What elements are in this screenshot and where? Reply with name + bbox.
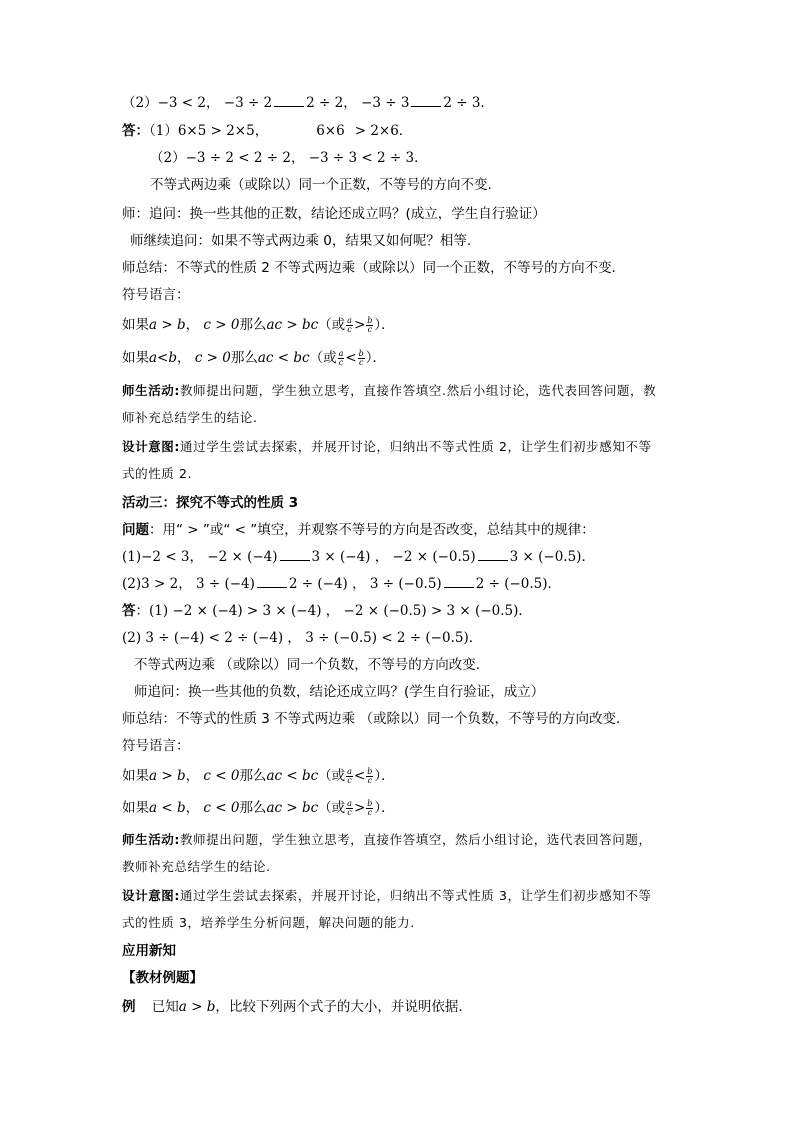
- conclusion-3: 不等式两边乘 （或除以）同一个负数，不等号的方向改变．: [134, 657, 490, 673]
- text-segment: ，: [177, 350, 191, 366]
- design-intent-2: [122, 887, 652, 905]
- answer-3-2: (2) 3 ÷ (−4) < 2 ÷ (−4) ， 3 ÷ (−0.5) < 2 ÷ (−0.5)．: [122, 630, 483, 646]
- answer-line-1: [122, 122, 412, 140]
- problem-label: 问题: [122, 522, 149, 538]
- symbol-language-label: 符号语言：: [122, 287, 190, 303]
- symbol-rule-4: [122, 799, 395, 817]
- exercise-2: [122, 575, 561, 593]
- comparison-sign: <: [345, 350, 357, 366]
- comparison-sign: <: [353, 768, 366, 784]
- math: a<b: [149, 350, 178, 366]
- text-segment: （或: [318, 800, 346, 816]
- text-segment: 那么: [230, 350, 258, 366]
- fraction: $\frac{b}{c}$: [367, 798, 373, 817]
- text-segment: ，: [185, 768, 200, 784]
- teacher-followup: 师：追问：换一些其他的正数，结论还成立吗？(成立，学生自行验证）: [122, 206, 546, 222]
- symbol-rule-3: [122, 767, 395, 785]
- text-segment: 那么: [239, 317, 267, 333]
- intent-label: 设计意图:: [122, 888, 180, 903]
- blank[interactable]: [274, 94, 304, 107]
- design-intent-1: [122, 438, 652, 456]
- text-segment: 如果: [122, 317, 149, 333]
- activity-label: 师生活动:: [122, 383, 180, 398]
- conclusion-text: 不等式两边乘（或除以）同一个正数，不等号的方向不变.: [150, 177, 492, 193]
- fraction: $\frac{b}{c}$: [358, 348, 364, 367]
- symbol-rule-1: [122, 316, 395, 334]
- teacher-followup-3: 师追问：换一些其他的负数，结论还成立吗？(学生自行验证，成立）: [134, 684, 545, 700]
- text-segment: 通过学生尝试去探索，并展开讨论，归纳出不等式性质 3，让学生们初步感知不等: [180, 888, 652, 903]
- teacher-student-activity-2: [122, 831, 652, 849]
- text-segment: 已知: [151, 999, 179, 1015]
- design-intent-2-cont: 式的性质 3，培养学生分析问题，解决问题的能力.: [122, 915, 415, 930]
- text-segment: 3 × (−0.5)．: [509, 549, 595, 565]
- text-segment: 那么: [239, 800, 267, 816]
- math: c > 0: [203, 317, 240, 333]
- teacher-student-activity-2-cont: 教师补充总结学生的结论.: [122, 859, 271, 874]
- exercise-1: [122, 548, 595, 566]
- text-segment: > 2×6．: [354, 123, 413, 139]
- activity-label: 师生活动:: [122, 832, 180, 847]
- example-statement: [122, 998, 472, 1016]
- teacher-followup-2: 师继续追问：如果不等式两边乘 0，结果又如何呢？相等.: [130, 233, 472, 249]
- comparison-sign: >: [353, 800, 366, 816]
- text-segment: 如果: [122, 768, 149, 784]
- text-segment: 6×6: [316, 123, 345, 139]
- fraction: $\frac{b}{c}$: [367, 315, 373, 334]
- text-segment: ，比较下列两个式子的大小，并说明依据．: [215, 999, 472, 1015]
- design-intent-1-cont: 式的性质 2.: [122, 466, 193, 481]
- text-segment: 如果: [122, 350, 149, 366]
- text-segment: 如果: [122, 800, 149, 816]
- math: ac < bc: [266, 768, 319, 784]
- example-label: 例: [122, 999, 136, 1015]
- blank[interactable]: [478, 548, 508, 561]
- problem-statement: [122, 521, 595, 539]
- math: ac < bc: [257, 350, 310, 366]
- math: ac > bc: [266, 317, 319, 333]
- text-segment: 教师提出问题，学生独立思考，直接作答填空，然后小组讨论，选代表回答问题，: [180, 832, 652, 847]
- text-segment: 2 ÷ (−0.5)．: [475, 576, 562, 592]
- text-segment: 那么: [239, 768, 267, 784]
- fraction: $\frac{b}{c}$: [367, 766, 373, 785]
- text-segment: （或: [318, 317, 346, 333]
- text-segment: 2 ÷ 3．: [443, 95, 494, 111]
- answer-3-1: [122, 602, 532, 620]
- text-segment: ，: [185, 317, 200, 333]
- text-segment: ：用“ > ”或“ < ”填空，并观察不等号的方向是否改变，总结其中的规律：: [149, 522, 595, 538]
- text-segment: ）．: [374, 317, 395, 333]
- teacher-summary-3: 师总结：不等式的性质 3 不等式两边乘 （或除以）同一个负数，不等号的方向改变．: [122, 711, 630, 727]
- text-segment: （或: [309, 350, 337, 366]
- fraction: $\frac{a}{c}$: [347, 766, 352, 785]
- math: a > b: [149, 317, 186, 333]
- fraction: $\frac{a}{c}$: [347, 315, 352, 334]
- answer-line-2: （2）−3 ÷ 2 < 2 ÷ 2， −3 ÷ 3 < 2 ÷ 3．: [150, 150, 428, 166]
- text-segment: （2）−3 < 2， −3 ÷ 2: [122, 95, 273, 111]
- math: c > 0: [194, 350, 231, 366]
- text-segment: 2 ÷ (−4) ， 3 ÷ (−0.5): [288, 576, 442, 592]
- question-2-line: [122, 94, 494, 112]
- math: a < b: [149, 800, 186, 816]
- blank[interactable]: [257, 575, 287, 588]
- math: a > b: [178, 999, 216, 1015]
- symbol-language-label-2: 符号语言：: [122, 738, 190, 754]
- text-segment: 3 × (−4) ， −2 × (−0.5): [311, 549, 476, 565]
- math: a > b: [149, 768, 186, 784]
- teacher-summary: 师总结：不等式的性质 2 不等式两边乘（或除以）同一个正数，不等号的方向不变．: [122, 260, 626, 276]
- answer-label: 答：: [122, 123, 149, 139]
- activity-three-heading: 活动三：探究不等式的性质 3: [122, 495, 299, 511]
- blank[interactable]: [444, 575, 474, 588]
- text-segment: 通过学生尝试去探索，并展开讨论，归纳出不等式性质 2，让学生们初步感知不等: [180, 439, 652, 454]
- text-segment: ）．: [374, 800, 395, 816]
- text-segment: (1)−2 < 3， −2 × (−4): [122, 549, 278, 565]
- text-segment: 教师提出问题，学生独立思考，直接作答填空.然后小组讨论，选代表回答问题，教: [180, 383, 657, 398]
- text-segment: ）．: [365, 350, 387, 366]
- math: c < 0: [203, 768, 240, 784]
- text-segment: ）．: [374, 768, 395, 784]
- text-segment: ，: [185, 800, 200, 816]
- intent-label: 设计意图:: [122, 439, 180, 454]
- text-segment: 2 ÷ 2， −3 ÷ 3: [306, 95, 410, 111]
- symbol-rule-2: [122, 349, 386, 367]
- answer-label: 答: [122, 603, 136, 619]
- fraction: $\frac{a}{c}$: [338, 348, 344, 367]
- text-segment: ：(1) −2 × (−4) > 3 × (−4) ， −2 × (−0.5) > 3 × (−0.5)．: [135, 603, 532, 619]
- comparison-sign: >: [353, 317, 366, 333]
- fraction: $\frac{a}{c}$: [347, 798, 352, 817]
- text-segment: (2)3 > 2， 3 ÷ (−4): [122, 576, 255, 592]
- teacher-student-activity-1-cont: 师补充总结学生的结论.: [122, 410, 258, 425]
- textbook-example-heading: 【教材例题】: [122, 970, 203, 986]
- text-segment: （1）6×5 > 2×5，: [149, 123, 269, 139]
- apply-new-knowledge-heading: 应用新知: [122, 943, 176, 959]
- blank[interactable]: [411, 94, 441, 107]
- math: ac > bc: [266, 800, 319, 816]
- text-segment: （或: [318, 768, 346, 784]
- math: c < 0: [203, 800, 240, 816]
- blank[interactable]: [280, 548, 310, 561]
- teacher-student-activity-1: [122, 382, 656, 400]
